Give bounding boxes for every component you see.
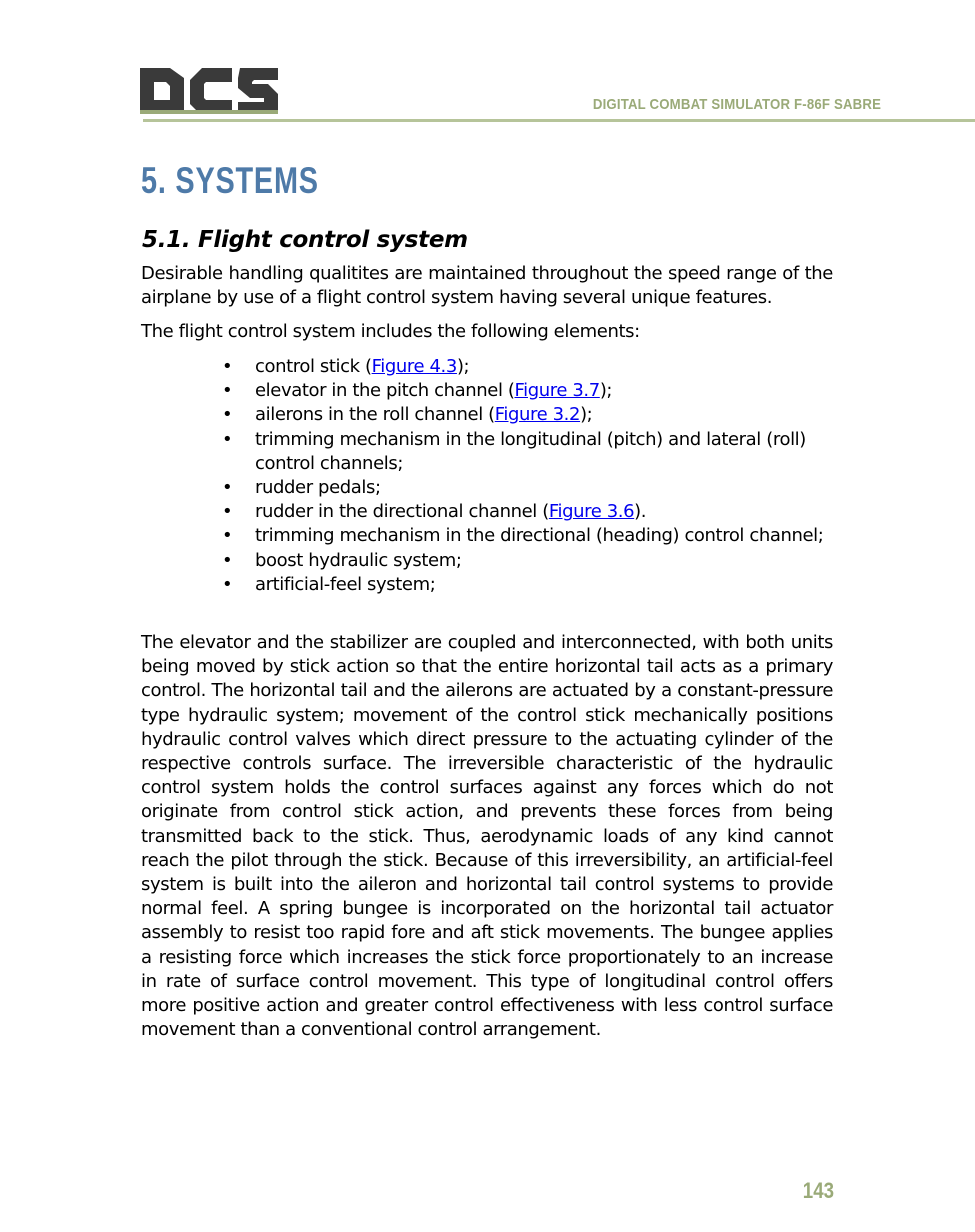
list-item: • control stick (Figure 4.3); xyxy=(222,355,842,379)
section-title: 5.1. Flight control system xyxy=(142,227,468,253)
list-item: • elevator in the pitch channel (Figure 3.7); xyxy=(222,379,842,403)
header-title: DIGITAL COMBAT SIMULATOR F-86F SABRE xyxy=(592,96,882,113)
dcs-logo xyxy=(140,64,280,116)
bullet-icon: • xyxy=(222,549,233,571)
bullet-icon: • xyxy=(222,477,233,499)
intro-paragraph: Desirable handling qualitites are maintained throughout the speed range of the airplane by use of a flight control system having several unique features. xyxy=(141,263,833,309)
bullet-icon: • xyxy=(222,501,233,523)
list-item: • rudder in the directional channel (Figure 3.6). xyxy=(222,500,842,524)
list-item: • boost hydraulic system; xyxy=(222,549,842,573)
bullet-icon: • xyxy=(222,404,233,426)
body-paragraph: The elevator and the stabilizer are coupled and interconnected, with both units being moved by stick action so that the entire horizontal tail acts as a primary control. The horizontal tail and the ailerons are actuated by a constant-pressure type hydraulic system; movement of the control stick mechanically positions hydraulic control valves which direct pressure to the actuating cylinder of the respective controls surface. The irreversible characteristic of the hydraulic control system holds the control surfaces against any forces which do not originate from control stick action, and prevents these forces from being transmitted back to the stick. Thus, aerodynamic loads of any kind cannot reach the pilot through the stick. Because of this irreversibility, an artificial-feel system is built into the aileron and horizontal tail control systems to provide normal feel. A spring bungee is incorporated on the horizontal tail actuator assembly to resist too rapid fore and aft stick movements. The bungee applies a resisting force which increases the stick force proportionately to an increase in rate of surface control movement. This type of longitudinal control offers more positive action and greater control effectiveness with less control surface movement than a conventional control arrangement. xyxy=(141,632,833,1041)
list-item: • rudder pedals; xyxy=(222,476,842,500)
list-item: • artificial-feel system; xyxy=(222,573,842,597)
bullet-icon: • xyxy=(222,356,233,377)
figure-link[interactable]: Figure 3.7 xyxy=(514,380,600,402)
elements-list xyxy=(222,355,842,597)
bullet-icon: • xyxy=(222,428,233,450)
figure-link[interactable]: Figure 3.6 xyxy=(548,501,635,523)
list-item: • ailerons in the roll channel (Figure 3.2); xyxy=(222,403,842,427)
list-intro-paragraph: The flight control system includes the following elements: xyxy=(141,321,640,342)
list-item: • trimming mechanism in the directional (heading) control channel; xyxy=(222,524,842,548)
header-divider xyxy=(143,119,975,122)
bullet-icon: • xyxy=(222,380,233,402)
figure-link[interactable]: Figure 3.2 xyxy=(494,404,581,426)
list-item: • trimming mechanism in the longitudinal (pitch) and lateral (roll) control channels; xyxy=(222,428,806,474)
bullet-icon: • xyxy=(222,525,233,547)
page-number: 143 xyxy=(802,1178,834,1203)
figure-link[interactable]: Figure 4.3 xyxy=(371,356,457,377)
chapter-title: 5. SYSTEMS xyxy=(141,160,319,201)
bullet-icon: • xyxy=(222,573,233,595)
